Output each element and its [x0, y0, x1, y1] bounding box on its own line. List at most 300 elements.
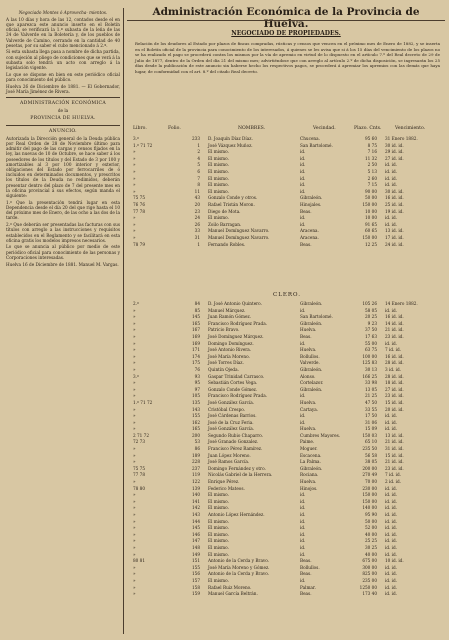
cell-venc: 30 id. id. [385, 188, 404, 194]
table-row [130, 149, 444, 156]
cell-num: 93 [194, 373, 200, 379]
cell-nombre: José Granado Gonzalez. [208, 439, 259, 445]
cell-venc: 18 id. id. [385, 380, 404, 386]
cell-num: 144 [192, 518, 200, 524]
cell-nombre: Domingo Fernández y otro. [208, 465, 266, 471]
cell-nombre: El mismo. [208, 531, 229, 537]
cell-nombre: El mismo. [208, 505, 229, 511]
cell-nombre: El mismo. [208, 518, 229, 524]
cell-vecindad: Gibraleón. [300, 320, 323, 326]
cell-libro: » [133, 333, 136, 339]
cell-num: 135 [192, 399, 200, 405]
cell-venc: id. id. [385, 505, 398, 511]
cell-nombre: Zoilo Barragan. [208, 221, 242, 227]
cell-nombre: El mismo. [208, 544, 229, 550]
cell-libro: » [133, 551, 136, 557]
cell-venc: 27 id. id. [385, 386, 404, 392]
cell-plazo: 38 05 [365, 459, 377, 465]
cell-nombre: El mismo. [208, 168, 229, 174]
cell-vecindad: id. [300, 525, 306, 531]
table-row [130, 486, 444, 493]
cell-venc: id. id. [385, 485, 398, 491]
cell-plazo: 56 58 [365, 452, 377, 458]
cell-num: 1 [197, 142, 200, 148]
cell-libro: » [133, 221, 136, 227]
cell-num: 139 [192, 485, 200, 491]
cell-vecindad: Beas. [300, 241, 312, 247]
cell-plazo: 31 06 [365, 419, 377, 425]
cell-plazo: 33 98 [365, 380, 377, 386]
cell-libro: 75 75 [133, 195, 145, 201]
cell-nombre: Gonzalo Conde Gómez. [208, 386, 258, 392]
cell-num: 4 [197, 155, 200, 161]
cell-vecindad: id. [300, 215, 306, 221]
cell-venc: 20 id. id. [385, 406, 404, 412]
cell-plazo: 235 50 [362, 446, 377, 452]
cell-nombre: José Domínguez Márquez. [208, 333, 264, 339]
cell-num: 156 [192, 571, 200, 577]
cell-num: 158 [192, 584, 200, 590]
cell-nombre: El mismo. [208, 551, 229, 557]
cell-venc: id. id. [385, 584, 398, 590]
cell-nombre: Antonio de la Cerda y Bravo. [208, 558, 270, 564]
cell-plazo: 150 00 [362, 201, 377, 207]
cell-venc: 31 Enero 1882. [385, 136, 418, 141]
table-row [130, 354, 444, 361]
cell-venc: id. id. [385, 498, 398, 504]
cell-libro: » [133, 413, 136, 419]
cell-vecindad: id. [300, 492, 306, 498]
table-row [130, 334, 444, 341]
propiedades-table [130, 136, 444, 248]
cell-nombre: José de la Cruz Feria. [208, 419, 254, 425]
cell-nombre: El mismo. [208, 188, 229, 194]
cell-libro: 2.º [133, 301, 139, 306]
cell-venc: 24 id. id. [385, 241, 404, 247]
table-row [130, 202, 444, 209]
cell-venc: 28 id. id. [385, 373, 404, 379]
cell-venc: id. id. [385, 571, 398, 577]
paragraph: 2.º Que deberán ser presentadas las facturas con sus títulos con arreglo a las instrucciones y requisitos establecidos en el Reglamento y se facilitará en esta oficina gratis los modelos impresos necesarios. [6, 222, 120, 243]
cell-libro: 3.º [133, 373, 139, 379]
table-row [130, 585, 444, 592]
cell-vecindad: id. [300, 307, 306, 313]
cell-num: 174 [192, 353, 200, 359]
cell-vecindad: Gibraleón. [300, 386, 323, 392]
cell-num: 228 [192, 459, 200, 465]
cell-plazo: 95 90 [365, 512, 377, 517]
title-rule [127, 20, 445, 21]
cell-num: 6 [197, 168, 200, 174]
cell-plazo: 30 25 [365, 544, 377, 550]
table-row [130, 347, 444, 354]
cell-nombre: El mismo. [208, 492, 229, 498]
cell-nombre: El mismo. [208, 182, 229, 188]
cell-num: 23 [194, 208, 200, 214]
cell-venc: id. id. [385, 307, 398, 313]
cell-libro: » [133, 347, 136, 353]
cell-venc: 23 id. id. [385, 333, 404, 339]
cell-venc: id. id. [385, 426, 398, 432]
table-row [130, 400, 444, 407]
cell-libro: » [133, 446, 136, 452]
table-row [130, 558, 444, 565]
cell-num: 169 [192, 340, 200, 346]
cell-num: 169 [192, 333, 200, 339]
clero-heading: CLERO. [273, 292, 301, 298]
cell-vecindad: Chucena. [300, 136, 320, 141]
cell-libro: » [133, 380, 136, 386]
cell-vecindad: Hinojos. [300, 485, 318, 491]
cell-num: 105 [192, 393, 200, 399]
table-row [130, 136, 444, 143]
cell-num: 233 [192, 136, 200, 141]
cell-num: 155 [192, 564, 200, 570]
cell-plazo: 166 25 [362, 373, 377, 379]
cell-nombre: D. José Antonio Quintero. [208, 301, 262, 306]
clero-table [130, 301, 444, 598]
cell-venc: id. id. [385, 512, 398, 517]
cell-vecindad: Aracena. [300, 234, 319, 240]
cell-num: 143 [192, 512, 200, 517]
cell-venc: id. id. [385, 419, 398, 425]
cell-nombre: Fernando Robles. [208, 241, 246, 247]
cell-nombre: Cristóbal Crespo. [208, 406, 246, 412]
cell-vecindad: Huelva. [300, 327, 317, 333]
cell-nombre: Manuel Domínguez Navarro. [208, 234, 270, 240]
table-row [130, 499, 444, 506]
cell-plazo: 150 03 [362, 432, 377, 438]
table-row [130, 169, 444, 176]
cell-venc: 19 id. id. [385, 208, 404, 214]
cell-vecindad: id. [300, 175, 306, 181]
signature: Huelva 16 de Diciembre de 1881. Manuel M. Vargas. [6, 261, 119, 267]
cell-vecindad: Gibraleón. [300, 301, 323, 306]
cell-libro: 72 73 [133, 439, 145, 445]
cell-libro: » [133, 320, 136, 326]
table-row [130, 512, 444, 519]
paragraph: Si esta subasta llega pasa a nombre de dicha partida, con sujeción al pliego de condiciones que se verá á la subasta solo tendrá un acto con arreglo á la legislación vigente. [6, 49, 120, 71]
cell-num: 141 [192, 498, 200, 504]
cell-venc: 27 id. id. [385, 155, 404, 161]
cell-vecindad: id. [300, 544, 306, 550]
cell-num: 53 [194, 439, 200, 445]
cell-num: 119 [192, 472, 200, 478]
cell-nombre: Antonio de la Cerda y Bravo. [208, 571, 270, 577]
cell-nombre: José Antonio Rivera. [208, 347, 252, 353]
cell-num: 11 [194, 188, 200, 194]
cell-plazo: 37 50 [365, 327, 377, 333]
cell-num: 146 [192, 531, 200, 537]
cell-libro: » [133, 175, 136, 181]
cell-nombre: José Vázquez Muñoz. [208, 142, 253, 148]
table-row [130, 466, 444, 473]
cell-libro: » [133, 544, 136, 550]
cell-num: 76 [194, 366, 200, 372]
cell-plazo: 30 13 [365, 366, 377, 372]
table-row [130, 459, 444, 466]
cell-num: 1 [197, 241, 200, 247]
table-row [130, 182, 444, 189]
cell-plazo: 140 00 [362, 505, 377, 511]
cell-venc: 15 id. id. [385, 452, 404, 458]
cell-plazo: 2 60 [367, 175, 377, 181]
cell-plazo: 5 13 [367, 168, 377, 174]
cell-plazo: 150 00 [362, 234, 377, 240]
table-row [130, 545, 444, 552]
cell-libro: » [133, 492, 136, 498]
admin-title: ADMINISTRACIÓN ECONÓMICA [20, 101, 106, 107]
cell-nombre: El mismo. [208, 149, 229, 155]
cell-plazo: 1250 00 [359, 584, 377, 590]
cell-venc: id. id. [385, 591, 398, 597]
cell-num: 2 [197, 149, 200, 155]
cell-plazo: 200 00 [362, 465, 377, 471]
cell-vecindad: Beas. [300, 333, 312, 339]
cell-plazo: 65 10 [365, 439, 377, 445]
cell-num: 86 [194, 446, 200, 452]
cell-vecindad: Alonso. [300, 373, 316, 379]
cell-num: 145 [192, 314, 200, 320]
cell-venc: 29 id. id. [385, 149, 404, 155]
table-row [130, 195, 444, 202]
cell-venc: 23 id. id. [385, 393, 404, 399]
cell-vecindad: Aracena. [300, 228, 319, 234]
cell-libro: » [133, 149, 136, 155]
cell-plazo: 40 00 [365, 531, 377, 537]
signature: Huelva 26 de Diciembre de 1881. — El Gobernador, José María Jiménez de Rivera. [6, 83, 120, 94]
cell-libro: » [133, 155, 136, 161]
cell-vecindad: Cortelazor. [300, 380, 324, 386]
cell-venc: 3 id. id. [385, 366, 402, 372]
cell-venc: 21 id. id. [385, 459, 404, 465]
table-row [130, 374, 444, 381]
cell-plazo: 47 50 [365, 399, 377, 405]
cell-libro: » [133, 459, 136, 465]
cell-vecindad: Escacena. [300, 452, 322, 458]
cell-venc: id. id. [385, 525, 398, 531]
cell-num: 159 [192, 591, 200, 597]
section-heading: Negociado Montes ó Aprovecha- mientos. [18, 10, 108, 15]
table-row [130, 308, 444, 315]
cell-venc: id. id. [385, 544, 398, 550]
cell-plazo: 2 50 [367, 162, 377, 168]
cell-venc: 30 id. id. [385, 142, 404, 148]
cell-vecindad: Beas. [300, 571, 312, 577]
cell-libro: 3.º [133, 136, 139, 141]
cell-num: 142 [192, 505, 200, 511]
cell-nombre: El mismo. [208, 215, 229, 221]
cell-num: 149 [192, 551, 200, 557]
cell-venc: id. id. [385, 531, 398, 537]
cell-nombre: Rafael Tristán Moron. [208, 201, 255, 207]
cell-libro: » [133, 360, 136, 366]
cell-libro: » [133, 505, 136, 511]
cell-vecindad: Cartaya. [300, 406, 319, 412]
cell-vecindad: id. [300, 538, 306, 544]
cell-libro: » [133, 538, 136, 544]
cell-nombre: Patricio Bravo. [208, 327, 240, 333]
paragraph: Lo que se anuncia al público por medio de este periódico oficial para conocimiento de las personas y Corporaciones interesadas. [6, 244, 120, 260]
cell-venc: id. id. [385, 162, 398, 168]
cell-nombre: Francisco Rodríguez Prada. [208, 320, 268, 326]
section-subtitle: NEGOCIADO DE PROPIEDADES. [231, 30, 341, 37]
cell-plazo: 25 25 [365, 538, 377, 544]
cell-venc: id. id. [385, 518, 398, 524]
cell-nombre: José Ramos García. [208, 459, 250, 465]
cell-num: 122 [192, 479, 200, 485]
cell-nombre: Francisco Pérez Ramírez. [208, 446, 263, 452]
cell-libro: » [133, 564, 136, 570]
cell-nombre: Manuel Domínguez Navarro. [208, 228, 270, 234]
cell-venc: 13 id. id. [385, 432, 404, 438]
table-row [130, 538, 444, 545]
cell-libro: » [133, 571, 136, 577]
cell-plazo: 150 00 [362, 492, 377, 498]
cell-venc: 14 Enero 1882. [385, 301, 418, 306]
cell-libro: 2 71 72 [133, 432, 149, 438]
cell-num: 5 [197, 162, 200, 168]
table-row [130, 327, 444, 334]
table-row [130, 156, 444, 163]
cell-vecindad: id. [300, 419, 306, 425]
cell-venc: 13 id. id. [385, 228, 404, 234]
cell-libro: » [133, 307, 136, 313]
table-row [130, 426, 444, 433]
table-row [130, 446, 444, 453]
cell-libro: » [133, 577, 136, 583]
table-row [130, 162, 444, 169]
cell-vecindad: Gibraleón. [300, 366, 323, 372]
cell-nombre: José Cárdenas Barrios. [208, 413, 257, 419]
cell-libro: » [133, 366, 136, 372]
cell-venc: 16 id. id. [385, 353, 404, 359]
cell-num: 33 [194, 228, 200, 234]
header-vencimiento: Vencimiento. [395, 126, 426, 131]
cell-venc: id. id. [385, 538, 398, 544]
cell-venc: 2 id. id. [385, 479, 402, 485]
cell-vecindad: Moguer. [300, 446, 318, 452]
cell-nombre: Rafael Ruiz Moreno. [208, 584, 252, 590]
cell-nombre: Domingo Domínguez. [208, 340, 254, 346]
cell-plazo: 105 26 [362, 301, 377, 306]
cell-num: 155 [192, 413, 200, 419]
cell-vecindad: id. [300, 498, 306, 504]
cell-vecindad: Huelva. [300, 399, 317, 405]
cell-vecindad: id. [300, 551, 306, 557]
cell-vecindad: San Bartolomé. [300, 314, 333, 320]
cell-libro: » [133, 525, 136, 531]
cell-venc: 16 id. id. [385, 195, 404, 201]
table-row [130, 505, 444, 512]
table-row [130, 439, 444, 446]
cell-venc: 14 id. id. [385, 320, 404, 326]
cell-nombre: Manuel García Beltrán. [208, 591, 258, 597]
table-row [130, 143, 444, 150]
cell-plazo: 125 83 [362, 360, 377, 366]
cell-nombre: El mismo. [208, 525, 229, 531]
cell-num: 7 [197, 175, 200, 181]
table-row [130, 222, 444, 229]
cell-vecindad: Huelva. [300, 479, 317, 485]
header-libro: Libro. [133, 126, 147, 131]
cell-num: 171 [192, 347, 200, 353]
cell-libro: » [133, 531, 136, 537]
cell-num: 24 [194, 215, 200, 221]
paragraph: A las 10 días y hora de las 12, contados desde el en que aparezca este anuncio inserto en el Boletín oficial, se verificará la 1.ª subasta de la leña de las 24 de Valverde en la Boletería y, de los pueblos de Valverde de Camino, cerrando en la cantidad de 40 pesetas, por su saber el cubo mencionado á 2.ª. [6, 16, 120, 48]
column-divider [123, 8, 124, 634]
cell-libro: » [133, 162, 136, 168]
cell-num: 151 [192, 558, 200, 564]
cell-libro: 80 81 [133, 558, 145, 564]
cell-libro: » [133, 215, 136, 221]
cell-num: 189 [192, 452, 200, 458]
cell-vecindad: id. [300, 340, 306, 346]
cell-venc: id. id. [385, 564, 398, 570]
cell-libro: 78 80 [133, 485, 145, 491]
cell-libro: 1.º 71 72 [133, 399, 153, 405]
cell-plazo: 91 65 [365, 221, 377, 227]
admin-province: PROVINCIA DE HUELVA. [30, 116, 96, 122]
header-folio: Folio. [168, 126, 181, 131]
cell-nombre: Gonzalo Conde y otros. [208, 195, 258, 201]
table-row [130, 519, 444, 526]
table-row [130, 532, 444, 539]
cell-venc: 10 id. id. [385, 558, 404, 564]
cell-plazo: 825 00 [362, 571, 377, 577]
paragraph: Autorizada la Dirección general de la Deuda pública por Real Orden de 28 de Noviembre último para admitir del pago de las cargas y censos fijados en la ley, las nuevas de 10 de Octubre, se hace saber á los poseedores de los títulos y del Estado de 3 por 100 y amortizables al 3 por 100 interior y exterior, obligaciones del Estado por ferrocarriles de ó incluidos en determinados documentos, y prescritos los títulos de la Deuda no redimidos, deberán presentar dentro del plazo de 7 del presente mes en la oficina provincial á sus efectos, según manda el siguiente: [6, 135, 120, 199]
cell-plazo: 90 00 [365, 188, 377, 194]
cell-libro: » [133, 584, 136, 590]
anuncio-heading: ANUNCIO. [49, 128, 77, 134]
table-row [130, 591, 444, 598]
cell-libro: » [133, 452, 136, 458]
cell-num: 140 [192, 492, 200, 498]
cell-plazo: 150 00 [362, 498, 377, 504]
cell-venc: 17 id. id. [385, 234, 404, 240]
table-row [130, 472, 444, 479]
header-nombres: NOMBRES. [238, 126, 266, 131]
cell-plazo: 12 25 [365, 241, 377, 247]
cell-venc: id. id. [385, 215, 398, 221]
cell-vecindad: id. [300, 512, 306, 517]
cell-plazo: 230 00 [362, 485, 377, 491]
table-row [130, 393, 444, 400]
cell-num: 95 [194, 380, 200, 386]
cell-vecindad: id. [300, 221, 306, 227]
table-row [130, 479, 444, 486]
page-title: Administración Económica de la Provincia de Huelva. [152, 6, 420, 30]
table-row [130, 525, 444, 532]
cell-libro: » [133, 314, 136, 320]
cell-nombre: Enrique Pérez. [208, 479, 240, 485]
cell-plazo: 52 00 [365, 525, 377, 531]
cell-num: 165 [192, 320, 200, 326]
cell-vecindad: Rociana. [300, 472, 319, 478]
table-row [130, 341, 444, 348]
table-row [130, 420, 444, 427]
cell-nombre: Gaspar Trinidad Carrasco. [208, 373, 265, 379]
cell-plazo: 20 25 [365, 314, 377, 320]
cell-num: 148 [192, 544, 200, 550]
cell-libro: » [133, 228, 136, 234]
cell-libro: » [133, 498, 136, 504]
cell-plazo: 95 60 [365, 136, 377, 141]
cell-plazo: 270 49 [362, 472, 377, 478]
cell-nombre: El mismo. [208, 498, 229, 504]
table-row [130, 235, 444, 242]
cell-venc: 21 id. id. [385, 327, 404, 333]
